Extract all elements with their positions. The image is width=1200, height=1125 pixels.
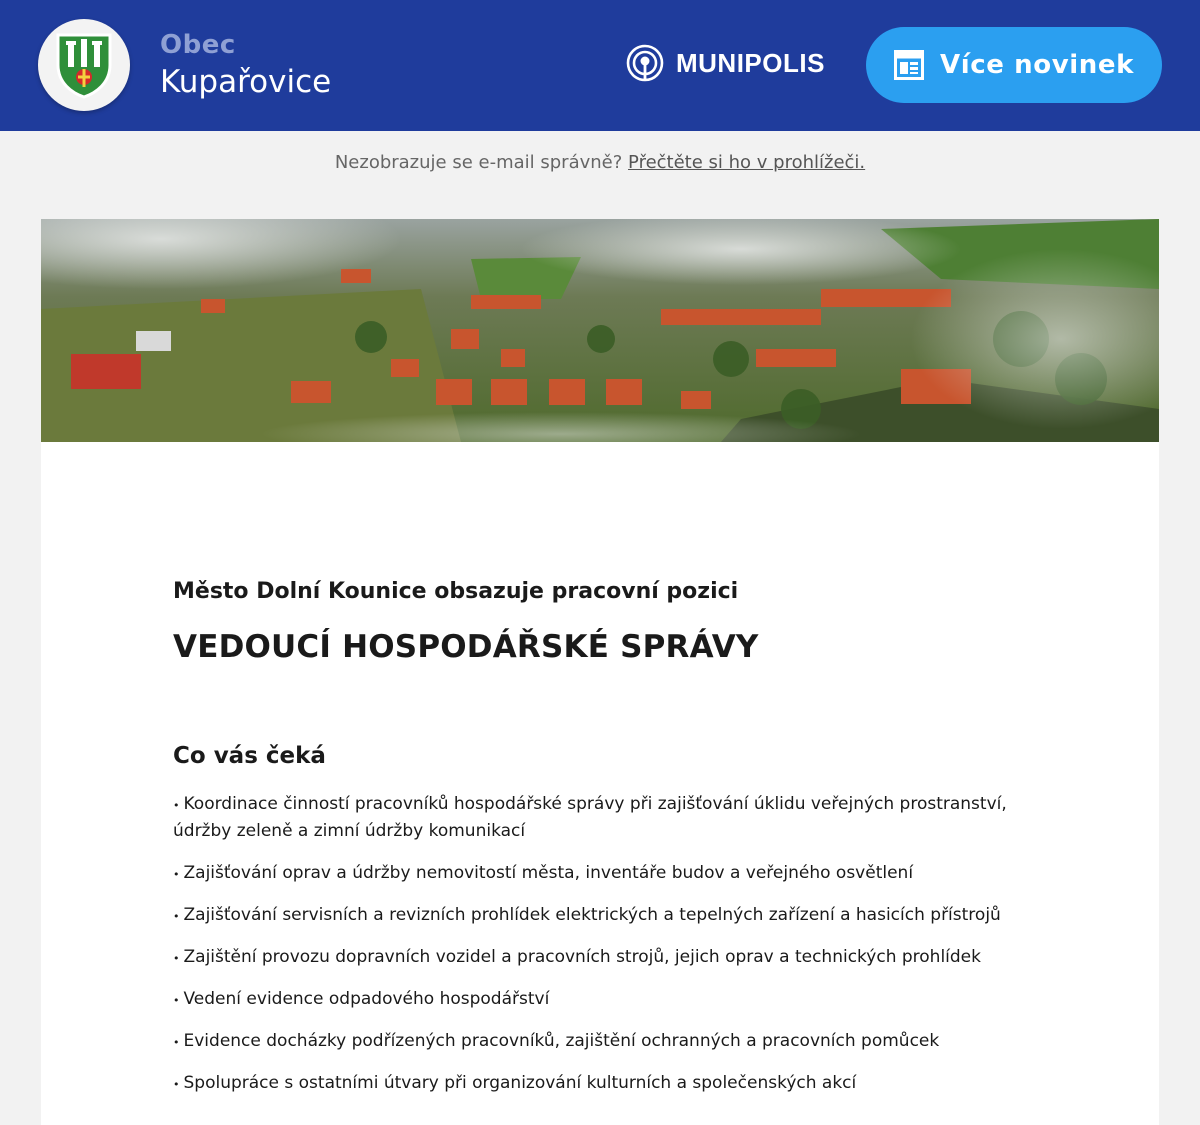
list-item-text: Zajišťování oprav a údržby nemovitostí města, inventáře budov a veřejného osvětlení — [183, 863, 914, 883]
list-item-text: Zajišťování servisních a revizních prohlídek elektrických a tepelných zařízení a hasicích přístrojů — [183, 905, 1001, 925]
section-heading: Co vás čeká — [173, 743, 326, 769]
browser-view-notice — [0, 152, 1200, 173]
munipolis-logo[interactable] — [626, 44, 825, 82]
municipality-name: Kupařovice — [160, 64, 332, 100]
list-item-text: Zajištění provozu dopravních vozidel a pracovních strojů, jejich oprav a technických prohlídek — [183, 947, 981, 967]
list-item — [173, 791, 1013, 845]
list-item — [173, 944, 1013, 971]
job-offer-subtitle: Město Dolní Kounice obsazuje pracovní pozici — [173, 579, 739, 604]
signal-broadcast-icon — [626, 44, 664, 82]
list-item — [173, 1070, 1013, 1097]
list-item — [173, 902, 1013, 929]
coat-of-arms-icon — [54, 31, 114, 99]
bullet-marker: • — [173, 799, 180, 812]
view-in-browser-link[interactable]: Přečtěte si ho v prohlížeči. — [628, 152, 866, 173]
bullet-marker: • — [173, 868, 180, 881]
list-item-text: Koordinace činností pracovníků hospodářské správy při zajišťování úklidu veřejných prostranství, údržby zeleně a zimní údržby komunikací — [173, 794, 1007, 841]
job-offer-title: VEDOUCÍ HOSPODÁŘSKÉ SPRÁVY — [173, 629, 759, 665]
list-item-text: Evidence docházky podřízených pracovníků, zajištění ochranných a pracovních pomůcek — [183, 1031, 940, 1051]
list-item — [173, 1028, 1013, 1055]
village-aerial-photo — [41, 219, 1159, 442]
header-bar — [0, 0, 1200, 131]
bullet-marker: • — [173, 952, 180, 965]
bullet-marker: • — [173, 1036, 180, 1049]
responsibilities-list — [173, 791, 1013, 1112]
municipality-logo[interactable] — [38, 19, 130, 111]
notice-text: Nezobrazuje se e-mail správně? — [334, 152, 623, 173]
list-item — [173, 860, 1013, 887]
list-item — [173, 986, 1013, 1013]
more-news-button[interactable] — [866, 27, 1162, 103]
newspaper-icon — [894, 50, 924, 80]
brand-prefix: Obec — [160, 30, 236, 60]
list-item-text: Spolupráce s ostatními útvary při organizování kulturních a společenských akcí — [183, 1073, 857, 1093]
munipolis-label: MUNIPOLIS — [676, 47, 825, 78]
more-news-label: Více novinek — [940, 50, 1134, 80]
newsletter-card — [41, 219, 1159, 1125]
list-item-text: Vedení evidence odpadového hospodářství — [183, 989, 550, 1009]
bullet-marker: • — [173, 910, 180, 923]
bullet-marker: • — [173, 1078, 180, 1091]
bullet-marker: • — [173, 994, 180, 1007]
